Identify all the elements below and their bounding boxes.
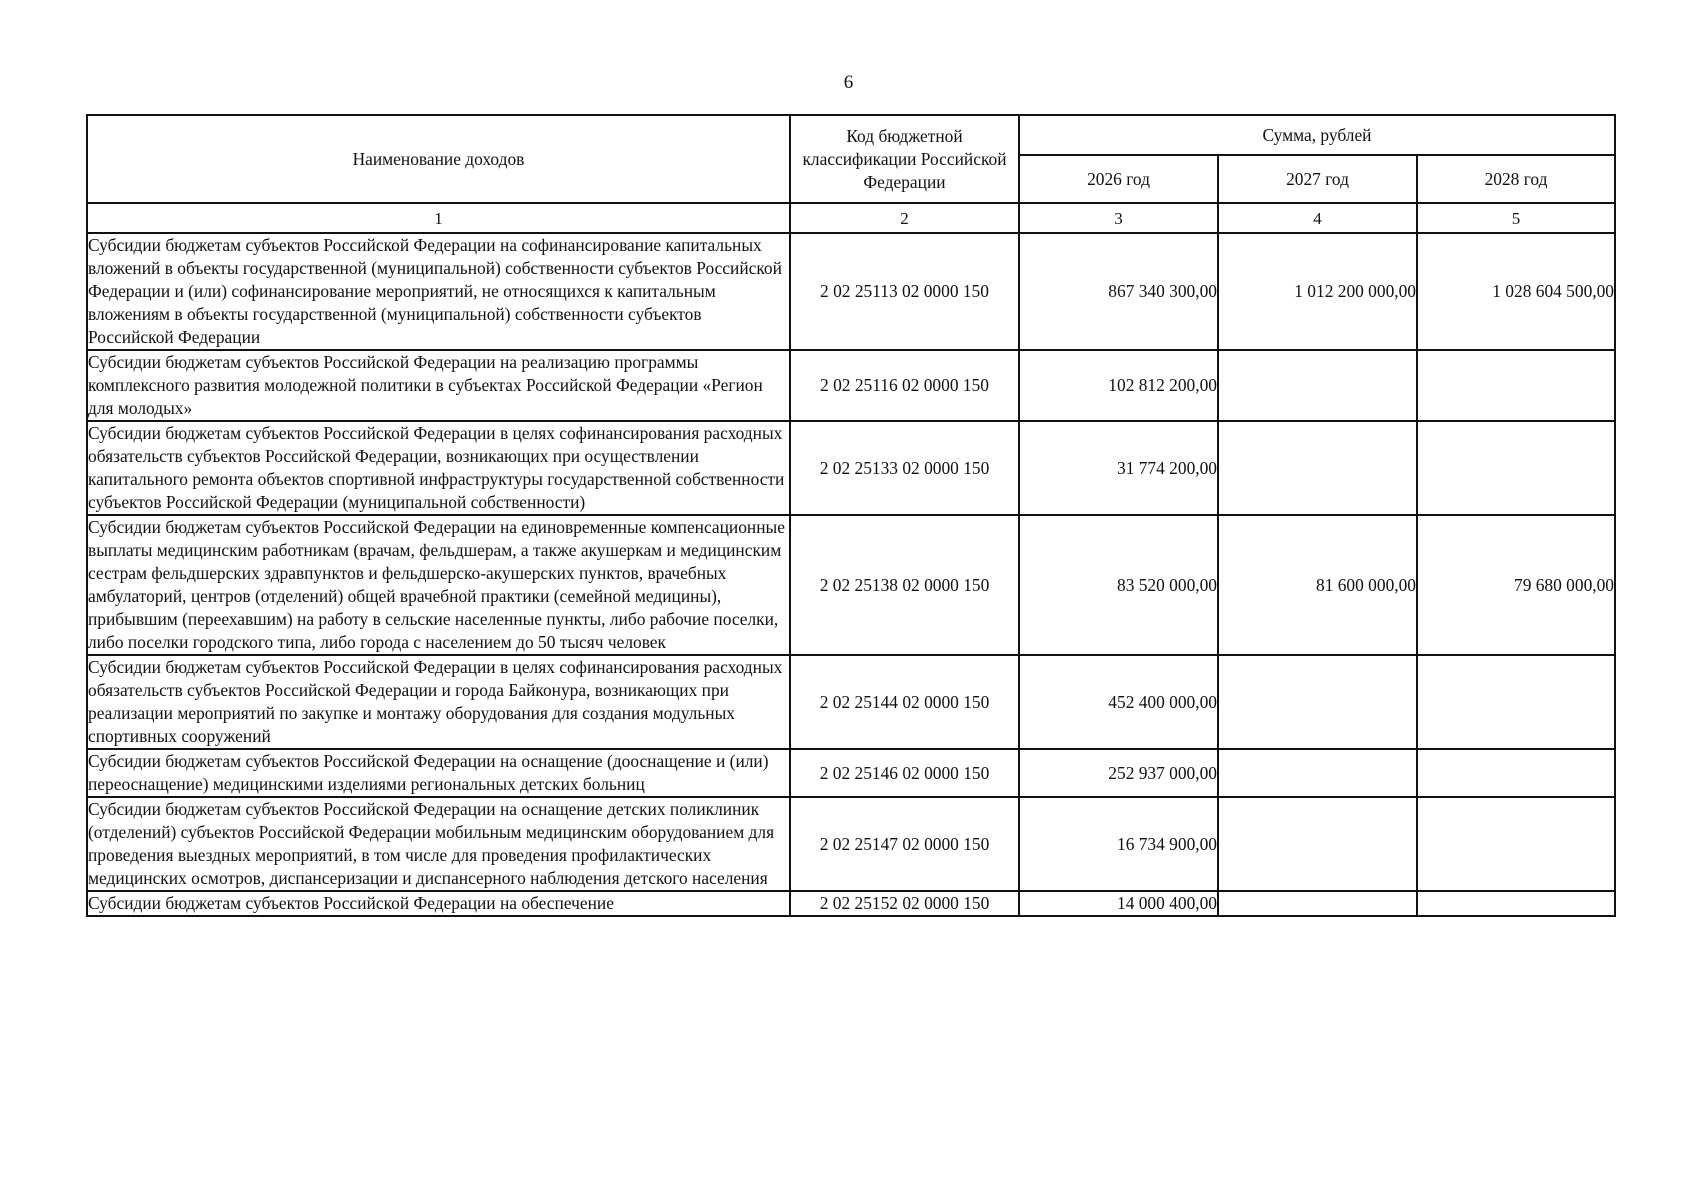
amount-2027 bbox=[1218, 421, 1417, 515]
page-number: 6 bbox=[843, 72, 854, 93]
column-number: 3 bbox=[1019, 203, 1218, 233]
amount-2026: 31 774 200,00 bbox=[1019, 421, 1218, 515]
column-number: 1 bbox=[87, 203, 790, 233]
revenue-name: Субсидии бюджетам субъектов Российской Федерации в целях софинансирования расходных обязательств субъектов Российской Федерации и города Байконура, возникающих при реализации мероприятий по закупке и монтажу оборудования для создания модульных спортивных сооружений bbox=[87, 655, 790, 749]
budget-code: 2 02 25113 02 0000 150 bbox=[790, 233, 1019, 350]
table-row bbox=[87, 350, 1615, 421]
amount-2028 bbox=[1417, 655, 1615, 749]
amount-2028 bbox=[1417, 891, 1615, 916]
budget-code: 2 02 25152 02 0000 150 bbox=[790, 891, 1019, 916]
budget-code: 2 02 25116 02 0000 150 bbox=[790, 350, 1019, 421]
revenue-name: Субсидии бюджетам субъектов Российской Федерации на реализацию программы комплексного развития молодежной политики в субъектах Российской Федерации «Регион для молодых» bbox=[87, 350, 790, 421]
amount-2026: 252 937 000,00 bbox=[1019, 749, 1218, 797]
revenue-table bbox=[86, 114, 1616, 917]
amount-2026: 867 340 300,00 bbox=[1019, 233, 1218, 350]
budget-code: 2 02 25138 02 0000 150 bbox=[790, 515, 1019, 655]
revenue-name: Субсидии бюджетам субъектов Российской Федерации на обеспечение bbox=[87, 891, 790, 916]
revenue-name: Субсидии бюджетам субъектов Российской Федерации на единовременные компенсационные выплаты медицинским работникам (врачам, фельдшерам, а также акушеркам и медицинским сестрам фельдшерских здравпунктов и фельдшерско-акушерских пунктов, врачебных амбулаторий, центров (отделений) общей врачебной практики (семейной медицины), прибывшим (переехавшим) на работу в сельские населенные пункты, либо рабочие поселки, либо поселки городского типа, либо города с населением до 50 тысяч человек bbox=[87, 515, 790, 655]
header-code: Код бюджетной классификации Российской Федерации bbox=[790, 115, 1019, 203]
budget-code: 2 02 25147 02 0000 150 bbox=[790, 797, 1019, 891]
revenue-name: Субсидии бюджетам субъектов Российской Федерации в целях софинансирования расходных обязательств субъектов Российской Федерации, возникающих при осуществлении капитального ремонта объектов спортивной инфраструктуры государственной собственности субъектов Российской Федерации (муниципальной собственности) bbox=[87, 421, 790, 515]
amount-2026: 452 400 000,00 bbox=[1019, 655, 1218, 749]
amount-2028: 1 028 604 500,00 bbox=[1417, 233, 1615, 350]
amount-2027: 81 600 000,00 bbox=[1218, 515, 1417, 655]
amount-2027 bbox=[1218, 891, 1417, 916]
amount-2026: 14 000 400,00 bbox=[1019, 891, 1218, 916]
revenue-name: Субсидии бюджетам субъектов Российской Федерации на софинансирование капитальных вложений в объекты государственной (муниципальной) собственности субъектов Российской Федерации и (или) софинансирование мероприятий, не относящихся к капитальным вложениям в объекты государственной (муниципальной) собственности субъектов Российской Федерации bbox=[87, 233, 790, 350]
table-row bbox=[87, 891, 1615, 916]
column-numbers-row bbox=[87, 203, 1615, 233]
amount-2027 bbox=[1218, 749, 1417, 797]
revenue-name: Субсидии бюджетам субъектов Российской Федерации на оснащение детских поликлиник (отделений) субъектов Российской Федерации мобильным медицинским оборудованием для проведения выездных мероприятий, в том числе для проведения профилактических медицинских осмотров, диспансеризации и диспансерного наблюдения детского населения bbox=[87, 797, 790, 891]
column-number: 4 bbox=[1218, 203, 1417, 233]
table-row bbox=[87, 797, 1615, 891]
amount-2027 bbox=[1218, 350, 1417, 421]
header-sum: Сумма, рублей bbox=[1019, 115, 1615, 155]
header-row-1 bbox=[87, 115, 1615, 155]
header-year-2028: 2028 год bbox=[1417, 155, 1615, 203]
budget-code: 2 02 25133 02 0000 150 bbox=[790, 421, 1019, 515]
budget-code: 2 02 25144 02 0000 150 bbox=[790, 655, 1019, 749]
column-number: 2 bbox=[790, 203, 1019, 233]
revenue-name: Субсидии бюджетам субъектов Российской Федерации на оснащение (дооснащение и (или) переоснащение) медицинскими изделиями региональных детских больниц bbox=[87, 749, 790, 797]
header-name: Наименование доходов bbox=[87, 115, 790, 203]
amount-2028 bbox=[1417, 797, 1615, 891]
table-row bbox=[87, 749, 1615, 797]
amount-2027: 1 012 200 000,00 bbox=[1218, 233, 1417, 350]
amount-2027 bbox=[1218, 655, 1417, 749]
amount-2028: 79 680 000,00 bbox=[1417, 515, 1615, 655]
table-row bbox=[87, 515, 1615, 655]
header-year-2026: 2026 год bbox=[1019, 155, 1218, 203]
amount-2028 bbox=[1417, 421, 1615, 515]
amount-2026: 83 520 000,00 bbox=[1019, 515, 1218, 655]
amount-2028 bbox=[1417, 350, 1615, 421]
table-row bbox=[87, 421, 1615, 515]
amount-2026: 102 812 200,00 bbox=[1019, 350, 1218, 421]
amount-2026: 16 734 900,00 bbox=[1019, 797, 1218, 891]
amount-2027 bbox=[1218, 797, 1417, 891]
column-number: 5 bbox=[1417, 203, 1615, 233]
amount-2028 bbox=[1417, 749, 1615, 797]
header-year-2027: 2027 год bbox=[1218, 155, 1417, 203]
table-row bbox=[87, 655, 1615, 749]
budget-code: 2 02 25146 02 0000 150 bbox=[790, 749, 1019, 797]
table-row bbox=[87, 233, 1615, 350]
